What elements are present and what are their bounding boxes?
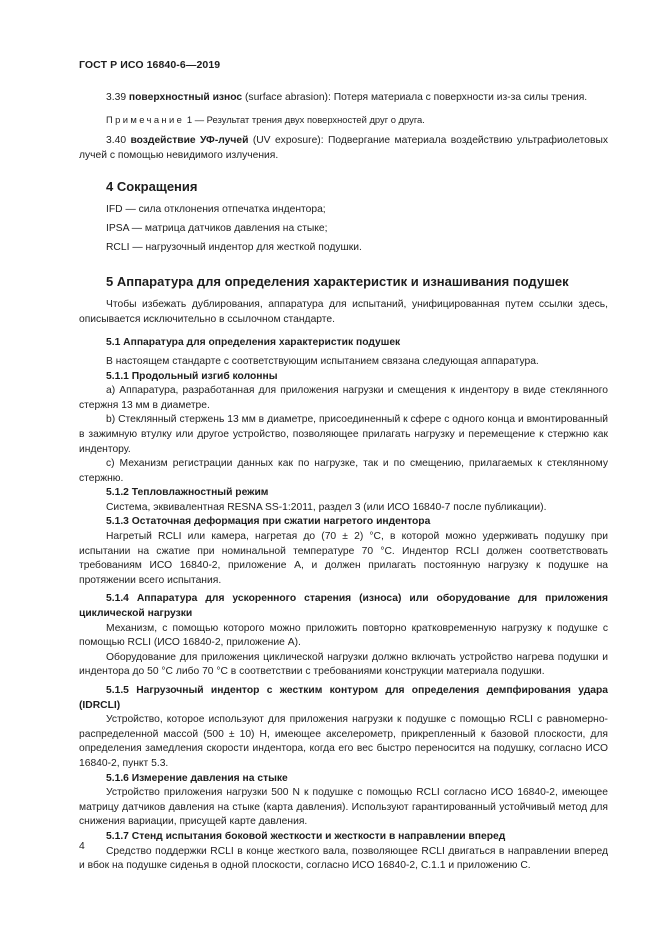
definition-number: 3.40 [106, 135, 131, 147]
definition-3-40 [79, 134, 608, 163]
clause-5-1-4-title: 5.1.4 Аппаратура для ускоренного старения (износа) или оборудование для приложения циклической нагрузки [79, 593, 608, 620]
subsection-5-1-title: 5.1 Аппаратура для определения характеристик подушек [106, 337, 401, 349]
paragraph: Устройство, которое используют для приложения нагрузки к подушке с помощью RCLI с равномерно-распределенной массой (500 ± 10) Н, имеющее акселерометр, прикрепленный к базовой плоскости, для определения замедления скорости индентора, когда его вес быстро переносится на подушку, согласно ИСО 16840-2, пункт 5.3. [79, 714, 608, 769]
paragraph: Устройство приложения нагрузки 500 N к подушке с помощью RCLI согласно ИСО 16840-2, имеющее матрицу датчиков давления на стыке (карта давления). Используют гарантированный устойчивый метод для снижения вариации, присущей карте давления. [79, 787, 608, 828]
note-text: 1 — Результат трения двух поверхностей друг о друга. [184, 113, 425, 125]
paragraph: Механизм, с помощью которого можно приложить повторно кратковременную нагрузку к подушке с помощью RCLI (ИСО 16840-2, приложение A). [79, 622, 608, 649]
clause-5-1-6-title: 5.1.6 Измерение давления на стыке [106, 772, 288, 784]
clause-5-1-7-title: 5.1.7 Стенд испытания боковой жесткости и жесткости в направлении вперед [106, 830, 506, 842]
definition-term: воздействие УФ-лучей [130, 135, 249, 147]
section-4-title: 4 Сокращения [106, 179, 198, 195]
note-label: Примечание [106, 113, 185, 125]
paragraph: Система, эквивалентная RESNA SS-1:2011, раздел 3 (или ИСО 16840-7 после публикации). [106, 501, 547, 513]
abbreviation-item: IFD — сила отклонения отпечатка индентора; [106, 204, 326, 216]
definition-number: 3.39 [106, 92, 129, 103]
page-content [79, 91, 608, 874]
section-5-title: 5 Аппаратура для определения характеристик и изнашивания подушек [106, 274, 569, 290]
page-number: 4 [79, 841, 85, 852]
paragraph: В настоящем стандарте с соответствующим испытанием связана следующая аппаратура. [106, 355, 539, 367]
note [79, 113, 608, 128]
section-5-intro: Чтобы избежать дублирования, аппаратура для испытаний, унифицированная путем ссылки здесь, описывается исключительно в ссылочном стандарте. [79, 299, 608, 325]
abbreviation-item: IPSA — матрица датчиков давления на стыке; [106, 222, 328, 234]
definition-text: (UV exposure): Подвергание материала воздействию ультрафиолетовых лучей с помощью невидимого излучения. [79, 135, 608, 161]
abbreviation-item: RCLI — нагрузочный индентор для жесткой подушки. [106, 241, 362, 253]
definition-text: (surface abrasion): Потеря материала с поверхности из-за силы трения. [242, 92, 588, 103]
paragraph: Нагретый RCLI или камера, нагретая до (70 ± 2) °C, в которой можно удерживать подушку при испытании на сжатие при номинальной температуре 70 °C. Индентор RCLI должен соответствовать требованиям ИСО 16840-2, приложение A, и должен прилагать постоянную нагрузку к подушке на протяжении всего испытания. [79, 531, 608, 586]
list-item-b: b) Стеклянный стержень 13 мм в диаметре, присоединенный к сфере с одного конца и вмонтированный в зажимную втулку или другое устройство, позволяющее прилагать нагрузку и перемещение к стержню как индентору. [79, 414, 608, 455]
definition-term: поверхностный износ [128, 92, 243, 103]
running-header: ГОСТ Р ИСО 16840-6—2019 [79, 59, 221, 71]
clause-5-1-5-title: 5.1.5 Нагрузочный индентор с жестким контуром для определения демпфирования удара (IDRCLI) [79, 685, 608, 711]
clause-5-1-2-title: 5.1.2 Тепловлажностный режим [106, 487, 269, 499]
paragraph: Средство поддержки RCLI в конце жесткого вала, позволяющее RCLI двигаться в направлении вперед и вбок на подушке сиденья в одной плоскости, согласно ИСО 16840-2, C.1.1 и приложению C. [79, 845, 608, 872]
clause-5-1-1-title: 5.1.1 Продольный изгиб колонны [106, 370, 278, 382]
definition-3-39 [79, 91, 608, 106]
clause-5-1-3-title: 5.1.3 Остаточная деформация при сжатии нагретого индентора [106, 516, 431, 528]
list-item-c: c) Механизм регистрации данных как по нагрузке, так и по смещению, прилагаемых к стеклянному стержню. [79, 458, 609, 484]
list-item-a: a) Аппаратура, разработанная для приложения нагрузки и смещения к индентору в виде стеклянного стержня 13 мм в диаметре. [79, 385, 608, 411]
paragraph: Оборудование для приложения циклической нагрузки должно включать устройство нагрева подушки и индентора до 50 °C либо 70 °C в соответствии с требованиями конструкции материала подушки. [79, 651, 608, 678]
